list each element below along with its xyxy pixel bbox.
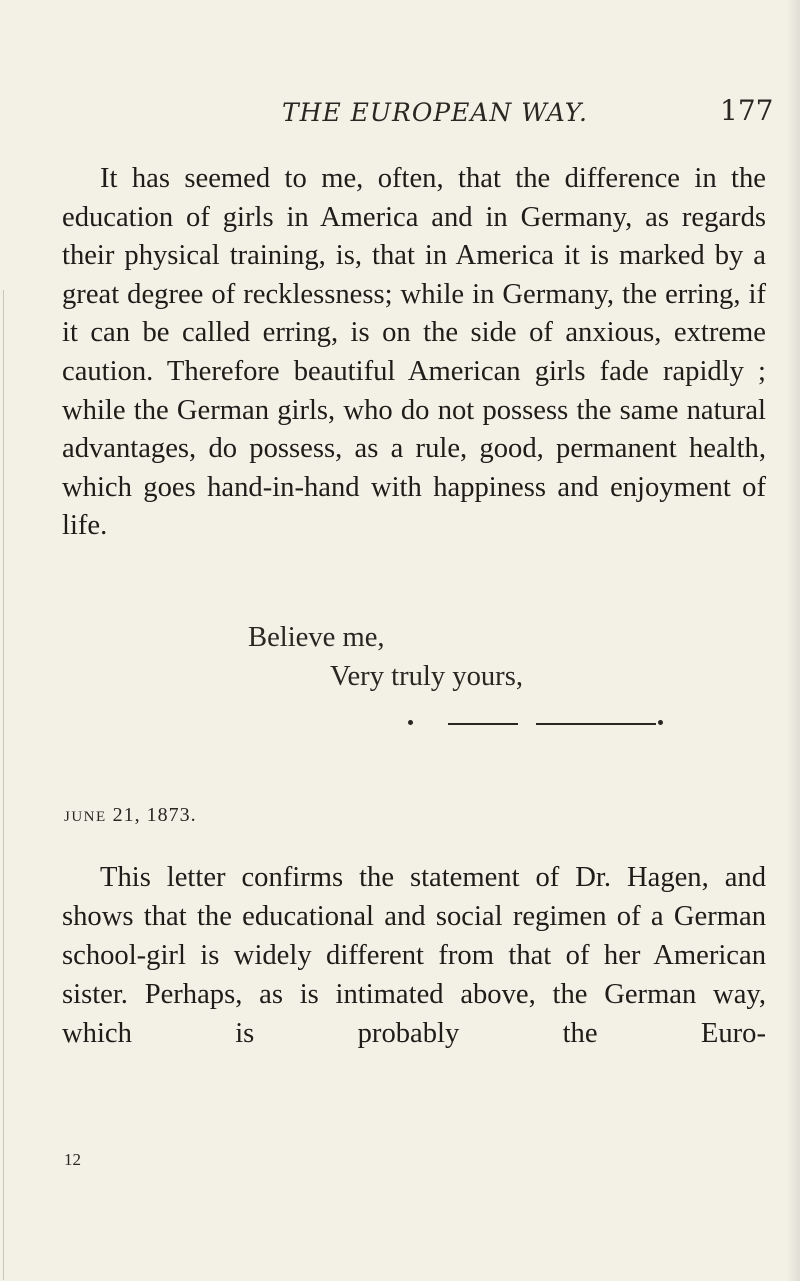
letter-paragraph: It has seemed to me, often, that the difference in the education of girls in America and in Germany, as regards their physical training, is, that in America it is marked by a great degree of recklessness; while in Germany, the erring, if it can be called erring, is on the side of anxious, extreme caution. Therefore beautiful American girls fade rapidly ; while the German girls, who do not possess the same natural advantages, do possess, as a rule, good, permanent health, which goes hand-in-hand with happiness and enjoyment of life.: [62, 163, 766, 542]
running-head: THE EUROPEAN WAY.: [282, 98, 588, 127]
page-number: 177: [720, 94, 774, 127]
commentary-paragraph: This letter confirms the statement of Dr. Hagen, and shows that the educational and social regimen of a German school-girl is widely different from that of her American sister. Perhaps, as is intimated above, the German way, which is probably the Euro-: [62, 862, 766, 1049]
commentary-body: [62, 858, 766, 1053]
letter-date-month: JUNE: [64, 809, 107, 825]
letter-body: [62, 160, 766, 546]
page-edge-shadow: [786, 0, 800, 1281]
signature-dash-1: [448, 723, 518, 725]
letter-closing-valediction: Very truly yours,: [330, 661, 523, 692]
signature-dot-left: [408, 720, 413, 725]
page-gutter-line: [3, 290, 4, 1280]
signature-dot-right: [658, 720, 663, 725]
letter-date-rest: 21, 1873.: [112, 804, 197, 826]
letter-date: [64, 804, 197, 827]
letter-closing-salutation: Believe me,: [248, 622, 385, 653]
signature-dash-2: [536, 723, 656, 725]
page-header: [0, 90, 800, 130]
printer-signature-mark: 12: [64, 1150, 81, 1169]
signature-redaction: [408, 713, 668, 733]
